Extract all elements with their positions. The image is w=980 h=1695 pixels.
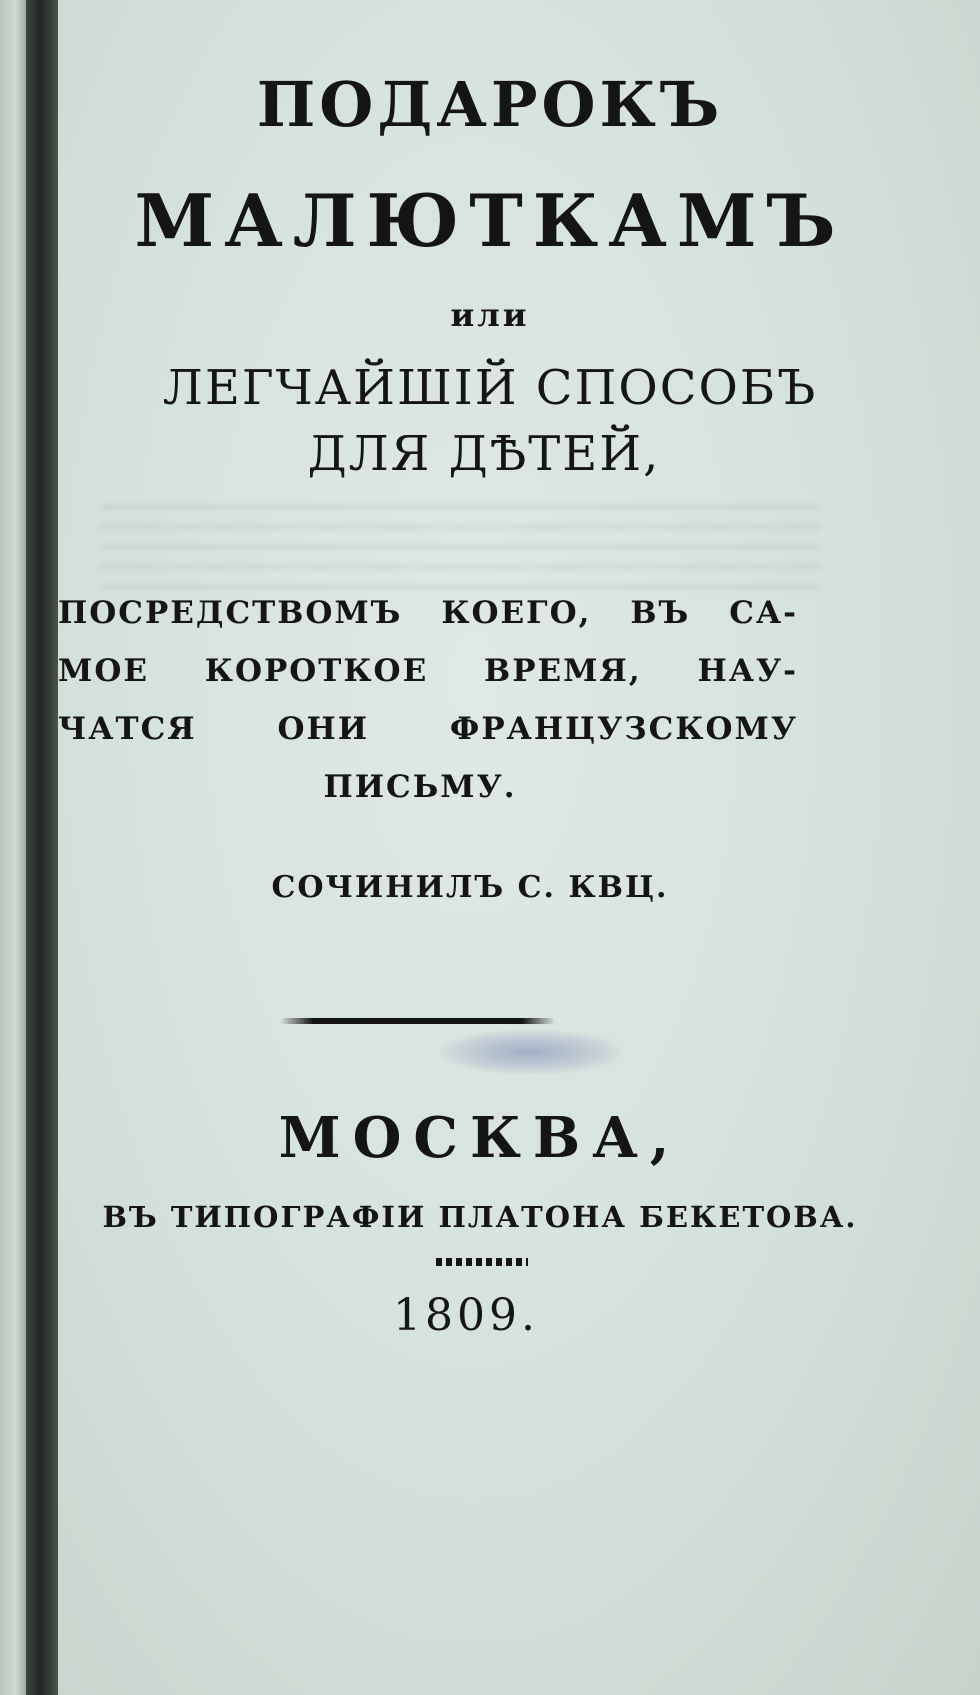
title-line-2: МАЛЮТКАМЪ	[134, 178, 846, 263]
description-line-1: ПОСРЕДСТВОМЪ КОЕГО, ВЪ СА-	[58, 595, 798, 631]
ornamental-flourish	[436, 1258, 528, 1266]
title-connector: или	[450, 296, 530, 334]
description-line-2: МОЕ КОРОТКОЕ ВРЕМЯ, НАУ-	[58, 653, 798, 689]
imprint-press: ВЪ ТИПОГРАФІИ ПЛАТОНА БЕКЕТОВА.	[102, 1200, 858, 1234]
imprint-year: 1809.	[393, 1290, 539, 1341]
divider-rule	[280, 1018, 555, 1024]
description-line-4: ПИСЬМУ.	[323, 769, 517, 805]
imprint-city: МОСКВА,	[278, 1105, 682, 1171]
subtitle-line-2: ДЛЯ ДѢТЕЙ,	[307, 426, 661, 482]
author-line: СОЧИНИЛЪ С. КВЦ.	[271, 870, 669, 905]
title-line-1: ПОДАРОКЪ	[256, 68, 724, 141]
library-stamp	[440, 1030, 620, 1074]
show-through-text	[100, 495, 820, 590]
description-line-3: ЧАТСЯ ОНИ ФРАНЦУЗСКОМУ	[58, 711, 798, 747]
subtitle-line-1: ЛЕГЧАЙШІЙ СПОСОБЪ	[162, 360, 818, 416]
